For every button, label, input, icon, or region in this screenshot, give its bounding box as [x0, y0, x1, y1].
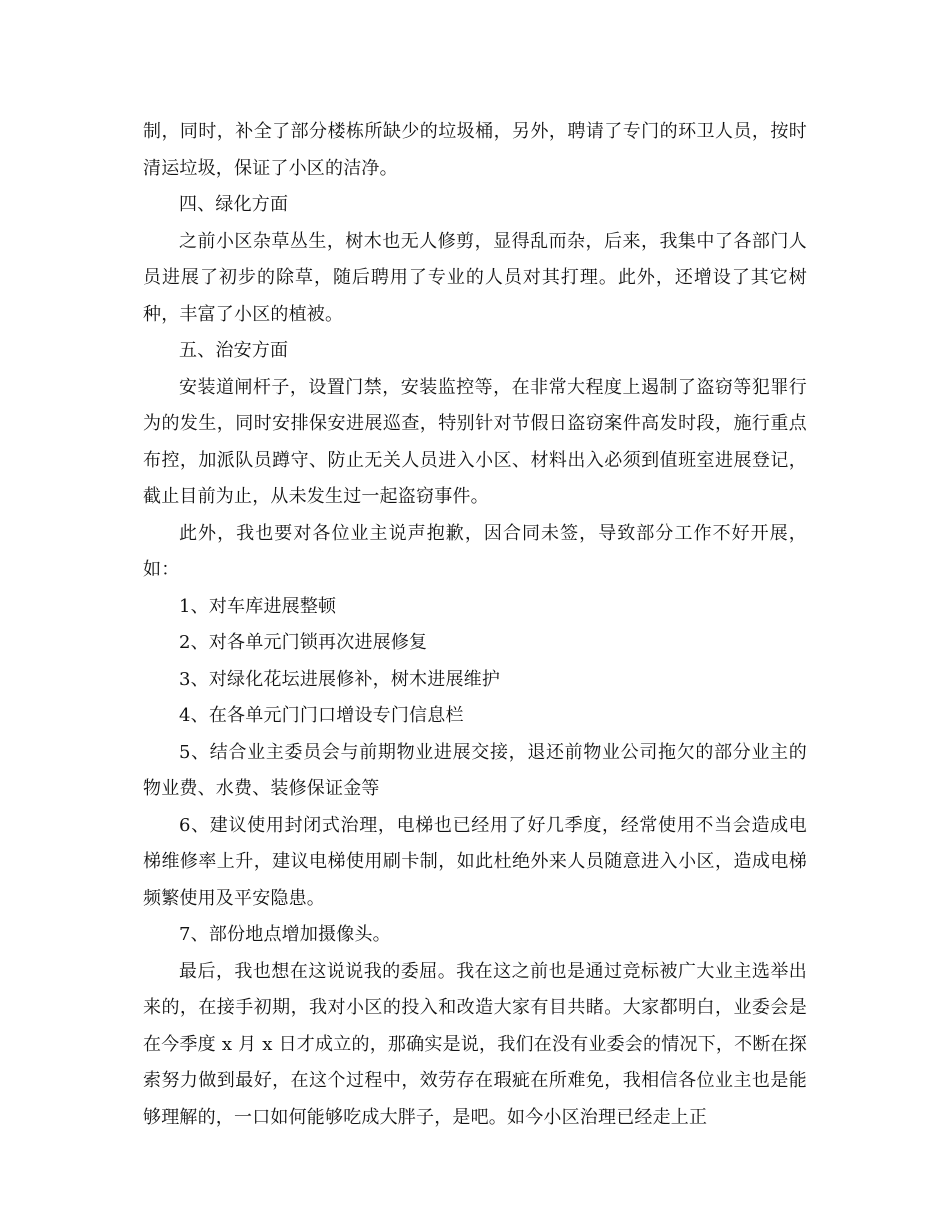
- list-item-2: 2、对各单元门锁再次进展修复: [179, 632, 428, 653]
- list-item-1: 1、对车库进展整顿: [179, 595, 337, 617]
- paragraph-greening: 之前小区杂草丛生，树木也无人修剪，显得乱而杂，后来，我集中了各部门人员进展了初步的除草，随后聘用了专业的人员对其打理。此外，还增设了其它树种，丰富了小区的植被。: [143, 230, 807, 325]
- paragraph-apology: 此外，我也要对各位业主说声抱歉，因合同未签，导致部分工作不好开展，如：: [143, 522, 807, 580]
- section-heading-security: 五、治安方面: [179, 340, 289, 361]
- list-item-7: 7、部份地点增加摄像头。: [179, 924, 391, 945]
- document-body: [143, 114, 807, 1136]
- list-item-6: 6、建议使用封闭式治理，电梯也已经用了好几季度，经常使用不当会造成电梯维修率上升，建议电梯使用刷卡制，如此杜绝外来人员随意进入小区，造成电梯频繁使用及平安隐患。: [143, 814, 807, 909]
- paragraph-closing: 最后，我也想在这说说我的委屈。我在这之前也是通过竞标被广大业主选举出来的，在接手初期，我对小区的投入和改造大家有目共睹。大家都明白，业委会是在今季度 x 月 x 日才成立的，那确实是说，我们在没有业委会的情况下，不断在探索努力做到最好，在这个过程中，效劳存在瑕疵在所难免，我相信各位业主也是能够理解的，一口如何能够吃成大胖子，是吧。如今小区治理已经走上正: [143, 960, 807, 1128]
- paragraph-security: 安装道闸杆子，设置门禁，安装监控等，在非常大程度上遏制了盗窃等犯罪行为的发生，同时安排保安进展巡查，特别针对节假日盗窃案件高发时段，施行重点布控，加派队员蹲守、防止无关人员进入小区、材料出入必须到值班室进展登记，截止目前为止，从未发生过一起盗窃事件。: [143, 376, 807, 507]
- list-item-3: 3、对绿化花坛进展修补，树木进展维护: [179, 668, 501, 690]
- section-heading-greening: 四、绿化方面: [179, 194, 289, 215]
- list-item-5: 5、结合业主委员会与前期物业进展交接，退还前物业公司拖欠的部分业主的物业费、水费、装修保证金等: [143, 741, 807, 799]
- paragraph-sanitation-continued: 制，同时，补全了部分楼栋所缺少的垃圾桶，另外，聘请了专门的环卫人员，按时清运垃圾，保证了小区的洁净。: [143, 121, 807, 179]
- list-item-4: 4、在各单元门门口增设专门信息栏: [179, 705, 464, 726]
